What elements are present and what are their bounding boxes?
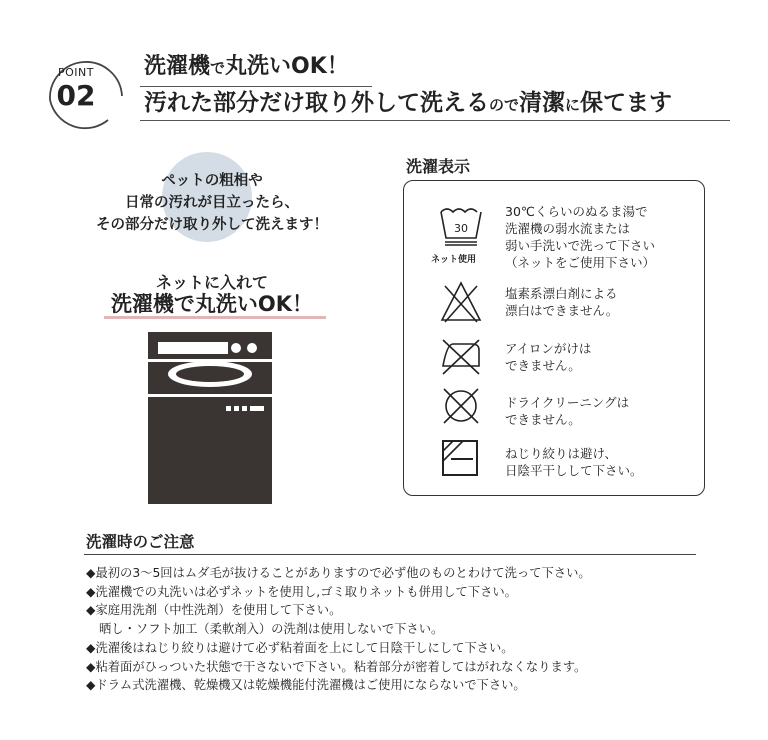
- notes-divider: [84, 554, 696, 555]
- note-item: 晒し・ソフト加工（柔軟剤入）の洗剤は使用しないで下さい。: [99, 622, 444, 637]
- wash-temperature: 30: [454, 222, 468, 235]
- headline-line1-b: で: [210, 59, 226, 77]
- care-line: 塩素系漂白剤による: [505, 286, 618, 301]
- point-label: POINT: [58, 66, 94, 79]
- headline-line2-d: に: [565, 96, 581, 114]
- lead-line: ペットの粗相や: [161, 173, 263, 189]
- care-item-text: [505, 203, 655, 271]
- no-dry-clean-icon: [439, 384, 483, 428]
- care-line: （ネットをご使用下さい）: [505, 255, 656, 270]
- headline-line1-c: 丸洗いOK！: [225, 54, 349, 79]
- headline-line2-a: 汚れた部分だけ取り外して洗える: [144, 90, 489, 116]
- note-item: ◆最初の3〜5回はムダ毛が抜けることがありますので必ず他のものとわけて洗って下さい。: [86, 566, 591, 580]
- headline-line2: [144, 88, 672, 120]
- headline-line2-c: 清潔: [519, 90, 566, 116]
- no-bleach-icon: [439, 280, 483, 324]
- note-item: ◆粘着面がひっついた状態で干さないで下さい。粘着部分が密着してはがれなくなります。: [86, 659, 587, 674]
- care-line: アイロンがけは: [505, 341, 592, 356]
- washing-machine-icon: [148, 332, 272, 504]
- headline-line2-e: 保てます: [580, 90, 673, 116]
- headline-underline-2: [140, 120, 730, 121]
- headline-underline-1: [140, 86, 372, 87]
- care-line: 洗濯機の弱水流または: [505, 221, 631, 236]
- care-line: ねじり絞りは避け、: [505, 446, 618, 461]
- lead-line: 日常の汚れが目立ったら、: [125, 195, 299, 211]
- care-item-text: [505, 285, 618, 319]
- point-number: 02: [56, 79, 96, 112]
- no-iron-icon: [439, 334, 483, 378]
- net-caption-line1: ネットに入れて: [155, 273, 268, 292]
- headline-line1-a: 洗濯機: [144, 54, 211, 79]
- lead-text: [62, 170, 362, 236]
- care-line: ドライクリーニングは: [505, 395, 630, 410]
- lead-line: その部分だけ取り外して洗えます！: [96, 217, 328, 233]
- care-line: できません。: [505, 358, 581, 373]
- care-line: できません。: [505, 412, 581, 427]
- notes-title: 洗濯時のご注意: [86, 533, 195, 551]
- note-item: ◆ドラム式洗濯機、乾燥機又は乾燥機能付洗濯機はご使用にならないで下さい。: [86, 678, 526, 693]
- note-item: ◆家庭用洗剤（中性洗剤）を使用して下さい。: [86, 603, 342, 618]
- care-line: 30℃くらいのぬるま湯で: [505, 204, 648, 219]
- headline-line1: [144, 52, 349, 83]
- care-line: 弱い手洗いで洗って下さい: [505, 238, 656, 253]
- care-line: 漂白はできません。: [505, 303, 619, 318]
- caption-underline: [104, 316, 326, 319]
- care-line: 日陰平干しして下さい。: [505, 463, 643, 478]
- note-item: ◆洗濯後はねじり絞りは避けて必ず粘着面を上にして日陰干しにして下さい。: [86, 640, 514, 655]
- note-item: ◆洗濯機での丸洗いは必ずネットを使用し,ゴミ取りネットも併用して下さい。: [86, 584, 517, 599]
- wash-tub-30-icon: [439, 206, 483, 250]
- care-item-text: [505, 340, 591, 374]
- headline-line2-b: ので: [489, 96, 520, 114]
- notes-list: [86, 564, 706, 695]
- care-item-text: [505, 394, 629, 428]
- care-title: 洗濯表示: [406, 157, 471, 176]
- net-use-label: ネット使用: [431, 255, 477, 265]
- care-item-text: [505, 445, 643, 479]
- shade-flat-dry-icon: [439, 437, 483, 481]
- net-caption-line2: 洗濯機で丸洗いOK！: [110, 292, 314, 316]
